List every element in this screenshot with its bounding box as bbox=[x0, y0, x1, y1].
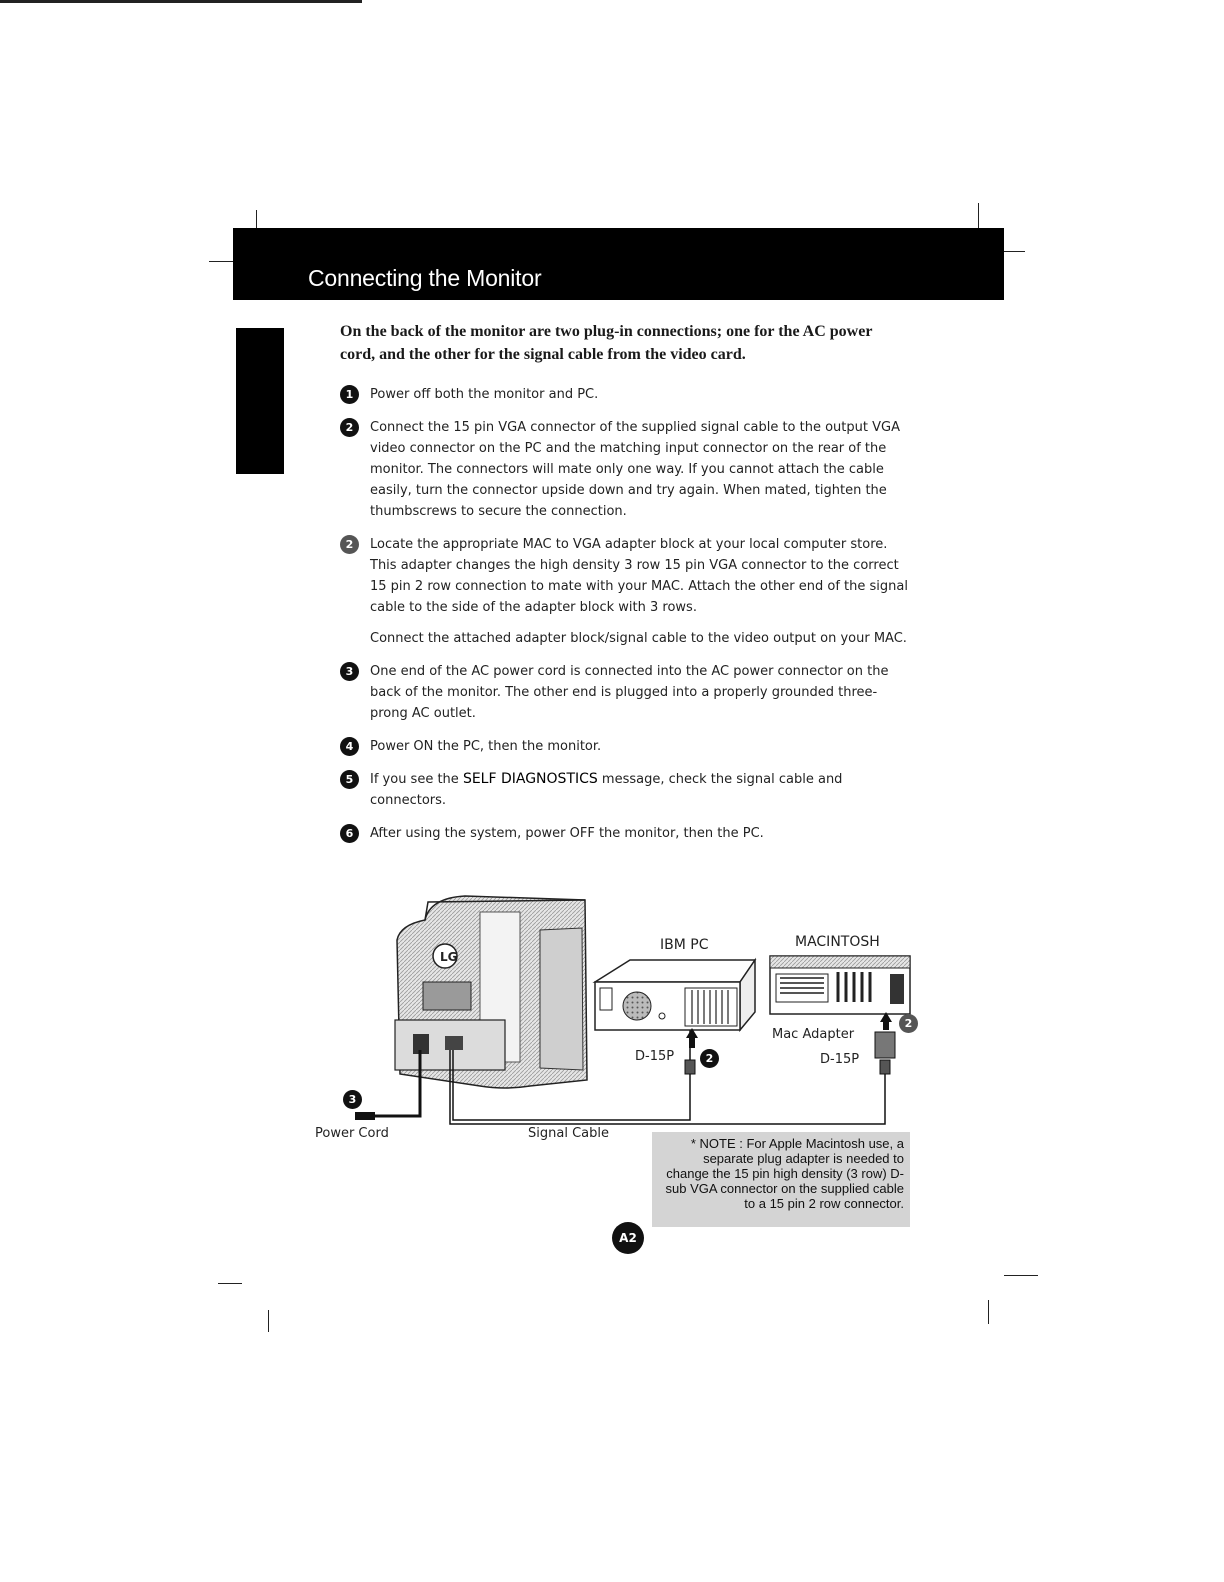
page-title: Connecting the Monitor bbox=[308, 265, 542, 291]
crop-mark bbox=[268, 1310, 269, 1332]
step-text-before: If you see the bbox=[370, 772, 463, 787]
step-text: Locate the appropriate MAC to VGA adapter block at your local computer store. This adapter changes the high density 3 row 15 pin VGA connector to the correct 15 pin 2 row connection to mate with your MAC. Attach the other end of the signal cable to the side of the adapter block with 3 rows. bbox=[370, 537, 908, 615]
crop-mark bbox=[988, 1300, 989, 1324]
d15p-ibm-label: D-15P bbox=[635, 1049, 675, 1064]
step-2 bbox=[340, 417, 910, 522]
crop-mark bbox=[1004, 251, 1025, 252]
step-text: Power off both the monitor and PC. bbox=[370, 387, 599, 402]
step-number-badge: 6 bbox=[340, 824, 359, 843]
step-number-badge: 2 bbox=[340, 535, 359, 554]
steps-list bbox=[340, 384, 910, 844]
step-number-badge: 5 bbox=[340, 770, 359, 789]
step-text: After using the system, power OFF the monitor, then the PC. bbox=[370, 826, 764, 841]
step-2-mac-continuation: Connect the attached adapter block/signal cable to the video output on your MAC. bbox=[370, 631, 907, 646]
macintosh-label: MACINTOSH bbox=[795, 934, 880, 950]
power-cord-label: Power Cord bbox=[315, 1126, 389, 1141]
ibm-pc-label: IBM PC bbox=[660, 937, 709, 953]
step-number-badge: 1 bbox=[340, 385, 359, 404]
step-2-mac bbox=[340, 534, 910, 618]
callout-badge-2-mac: 2 bbox=[899, 1014, 918, 1033]
crop-mark bbox=[1004, 1275, 1038, 1276]
step-6 bbox=[340, 823, 910, 844]
connection-diagram bbox=[300, 890, 940, 1140]
crop-mark bbox=[218, 1283, 242, 1284]
step-4 bbox=[340, 736, 910, 757]
intro-text: On the back of the monitor are two plug-in connections; one for the AC power cord, and the other for the signal cable from the video card. bbox=[340, 323, 873, 363]
ibm-pc-illustration bbox=[595, 960, 755, 1074]
step-number-badge: 4 bbox=[340, 737, 359, 756]
callout-badge-2-ibm: 2 bbox=[700, 1049, 719, 1068]
step-text: Power ON the PC, then the monitor. bbox=[370, 739, 602, 754]
section-header bbox=[233, 228, 1004, 300]
step-text: One end of the AC power cord is connected into the AC power connector on the back of the monitor. The other end is plugged into a properly grounded three-prong AC outlet. bbox=[370, 664, 889, 721]
step-5 bbox=[340, 769, 910, 811]
monitor-logo-text: LG bbox=[440, 950, 458, 964]
crop-mark bbox=[209, 261, 233, 262]
side-tab-marker bbox=[236, 328, 284, 474]
step-number-badge: 2 bbox=[340, 418, 359, 437]
step-text: Connect the 15 pin VGA connector of the supplied signal cable to the output VGA video connector on the PC and the matching input connector on the rear of the monitor. The connectors will mate only one way. If you cannot attach the cable easily, turn the connector upside down and try again. When mated, tighten the thumbscrews to secure the connection. bbox=[370, 420, 900, 519]
signal-cable-label: Signal Cable bbox=[528, 1126, 609, 1141]
step-3 bbox=[340, 661, 910, 724]
step-number-badge: 3 bbox=[340, 662, 359, 681]
step-text-after: message, check the signal cable and connectors. bbox=[370, 772, 843, 808]
self-diagnostics-term: SELF DIAGNOSTICS bbox=[462, 771, 598, 787]
macintosh-note: * NOTE : For Apple Macintosh use, a separate plug adapter is needed to change the 15 pin high density (3 row) D-sub VGA connector on the supplied cable to a 15 pin 2 row connector. bbox=[652, 1132, 910, 1227]
step-1 bbox=[340, 384, 910, 405]
top-edge-rule bbox=[0, 0, 362, 3]
page-number-badge: A2 bbox=[612, 1222, 644, 1254]
d15p-mac-label: D-15P bbox=[820, 1052, 860, 1067]
callout-badge-3-power: 3 bbox=[343, 1090, 362, 1109]
mac-adapter-label: Mac Adapter bbox=[772, 1027, 855, 1042]
monitor-rear-illustration bbox=[395, 896, 587, 1088]
crop-mark bbox=[978, 203, 979, 229]
